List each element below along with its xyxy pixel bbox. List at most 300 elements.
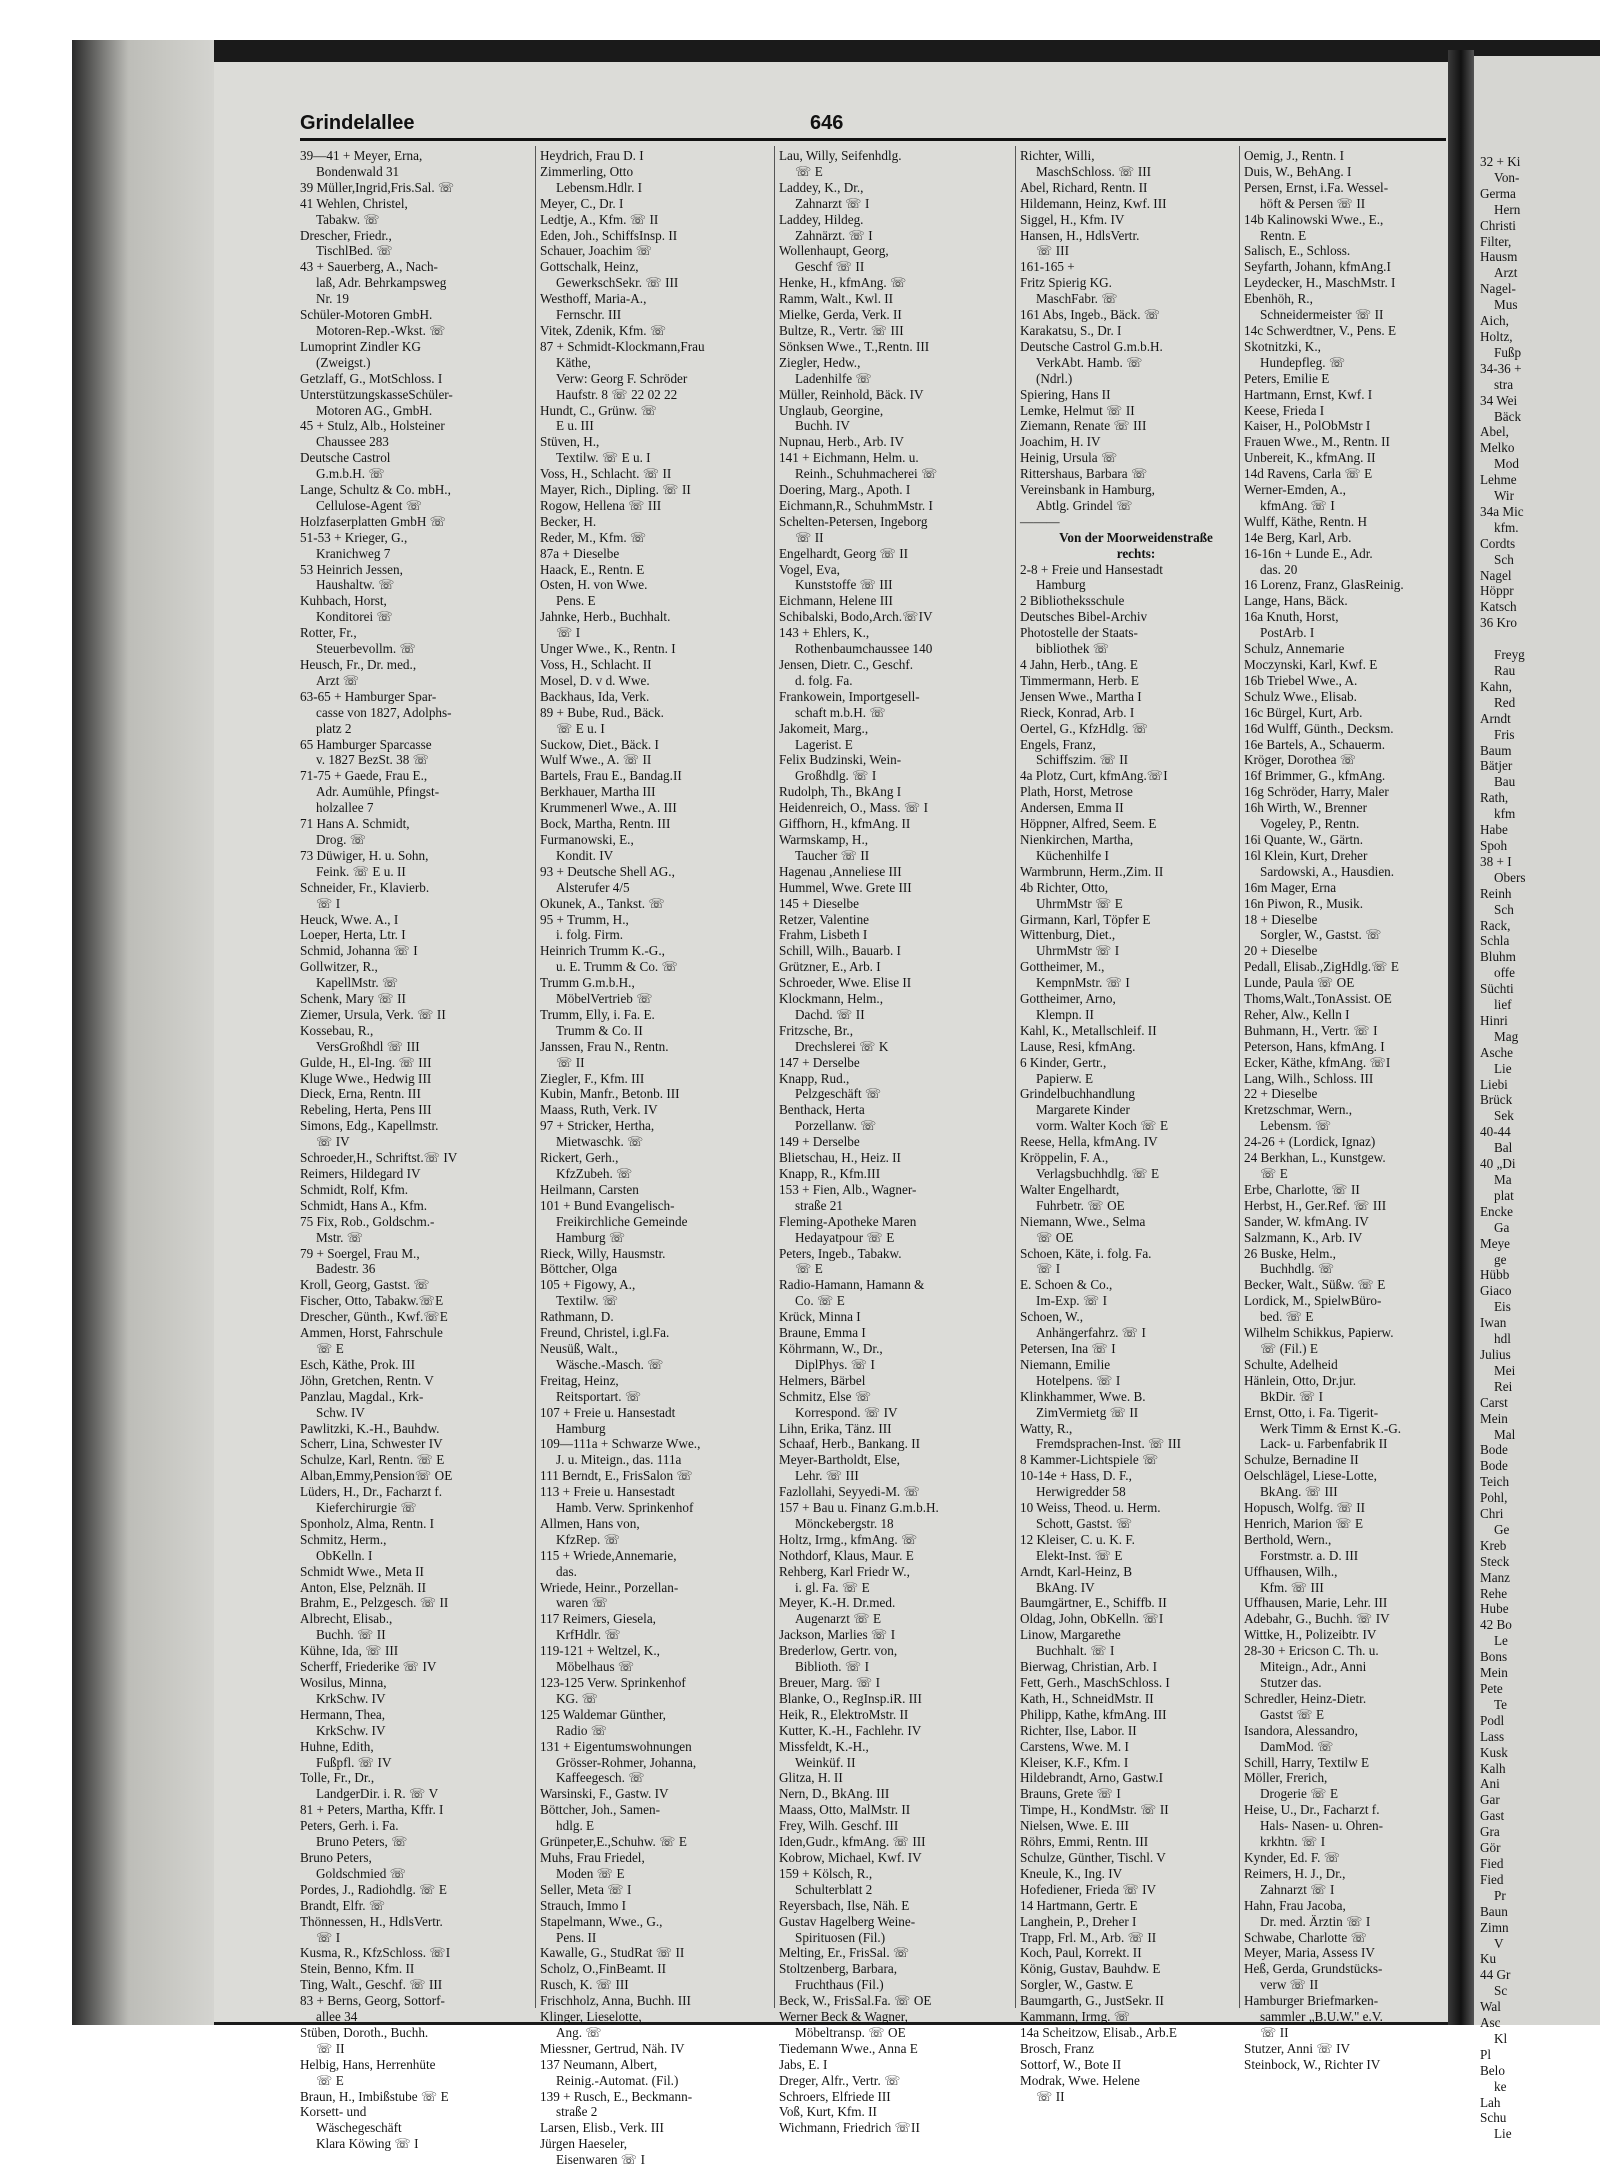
- directory-entry-line: KfzZubeh. ☏: [556, 1166, 633, 1181]
- directory-entry-line: Bock, Martha, Rentn. III: [540, 816, 671, 832]
- directory-entry-line: Textilw. ☏: [556, 1293, 619, 1309]
- directory-entry-line: LandgerDir. i. R. ☏ V: [316, 1786, 439, 1802]
- directory-entry-line: 79 + Soergel, Frau M.,: [300, 1245, 420, 1261]
- directory-entry-line: Deutsche Castrol G.m.b.H.: [1020, 338, 1163, 354]
- directory-entry-line: ☏ E: [795, 1261, 823, 1277]
- directory-entry-line: Kleiser, K.F., Kfm. I: [1020, 1754, 1129, 1770]
- directory-entry-line: Linow, Margarethe: [1020, 1627, 1121, 1643]
- directory-entry-line: 10 Weiss, Theod. u. Herm.: [1020, 1500, 1161, 1516]
- directory-entry-line: Blietschau, H., Heiz. II: [779, 1150, 901, 1166]
- directory-entry-line: Brederlow, Gertr. von,: [779, 1643, 898, 1659]
- next-page-line: Rehe: [1480, 1585, 1508, 1601]
- directory-entry-line: Osten, H. von Wwe.: [540, 577, 648, 593]
- directory-entry-line: Fischer, Otto, Tabakw.☏E: [300, 1293, 444, 1309]
- directory-entry-line: Erbe, Charlotte, ☏ II: [1244, 1181, 1360, 1197]
- next-page-line: Mein: [1480, 1665, 1508, 1681]
- directory-entry-line: Anton, Else, Pelznäh. II: [300, 1579, 426, 1595]
- next-page-line: 38 + I: [1480, 853, 1512, 869]
- directory-entry-line: Iden,Gudr., kfmAng. ☏ III: [779, 1834, 926, 1850]
- directory-entry-line: ☏ OE: [1036, 1229, 1074, 1245]
- directory-entry-line: Melting, Er., FrisSal. ☏: [779, 1945, 910, 1961]
- directory-entry-line: ☏ II: [1260, 2024, 1289, 2040]
- directory-entry-line: Wulff, Käthe, Rentn. H: [1244, 513, 1368, 529]
- directory-entry-line: Lemke, Helmut ☏ II: [1020, 402, 1135, 418]
- next-page-line: 34 Wei: [1480, 392, 1518, 408]
- directory-entry-line: Schroers, Elfriede III: [779, 2088, 891, 2104]
- directory-entry-line: Doering, Marg., Apoth. I: [779, 482, 911, 498]
- directory-entry-line: 2 Bibliotheksschule: [1020, 593, 1125, 609]
- directory-entry-line: KfzRep. ☏: [556, 1531, 621, 1547]
- directory-entry-line: Fritz Spierig KG.: [1020, 275, 1112, 291]
- next-page-line: Abel,: [1480, 424, 1509, 440]
- directory-entry-line: Sander, W. kfmAng. IV: [1244, 1213, 1369, 1229]
- directory-entry-line: 16c Bürgel, Kurt, Arb.: [1244, 704, 1363, 720]
- directory-entry-line: Drogerie ☏ E: [1260, 1786, 1339, 1802]
- directory-entry-line: Brosch, Franz: [1020, 2040, 1094, 2056]
- directory-entry-line: Hamburg: [556, 1420, 606, 1436]
- next-page-line: Sch: [1494, 901, 1514, 917]
- directory-entry-line: Huhne, Edith,: [300, 1738, 374, 1754]
- directory-entry-line: Kubin, Manfr., Betonb. III: [540, 1086, 680, 1102]
- next-page-line: 40-44: [1480, 1124, 1511, 1140]
- next-page-line: Zimn: [1480, 1919, 1509, 1935]
- directory-entry-line: d. folg. Fa.: [795, 672, 853, 688]
- directory-entry-line: DamMod. ☏: [1260, 1738, 1334, 1754]
- next-page-line: Bau: [1494, 774, 1516, 790]
- directory-entry-line: Jabs, E. I: [779, 2056, 828, 2072]
- next-page-line: Lie: [1494, 2126, 1512, 2142]
- directory-entry-line: 105 + Figowy, A.,: [540, 1277, 636, 1293]
- directory-entry-line: Jackson, Marlies ☏ I: [779, 1627, 896, 1643]
- directory-entry-line: Retzer, Valentine: [779, 911, 870, 927]
- next-page-line: Carst: [1480, 1394, 1508, 1410]
- directory-entry-line: Haack, E., Rentn. E: [540, 561, 645, 577]
- directory-entry-line: hdlg. E: [556, 1818, 595, 1834]
- next-page-line: Teich: [1480, 1474, 1510, 1490]
- directory-entry-line: Rathmann, D.: [540, 1309, 614, 1325]
- directory-entry-line: Berthold, Wern.,: [1244, 1531, 1332, 1547]
- directory-entry-line: 16h Wirth, W., Brenner: [1244, 800, 1368, 816]
- next-page-line: kfm: [1494, 806, 1516, 822]
- directory-entry-line: 24-26 + (Lordick, Ignaz): [1244, 1134, 1376, 1150]
- directory-entry-line: Werner Beck & Wagner,: [779, 2009, 908, 2025]
- directory-entry-line: Kretzschmar, Wern.,: [1244, 1102, 1353, 1118]
- directory-entry-line: Becker, H.: [540, 513, 597, 529]
- directory-entry-line: Motoren-Rep.-Wkst. ☏: [316, 322, 446, 338]
- directory-entry-line: Taucher ☏ II: [795, 847, 870, 863]
- directory-entry-line: Lagerist. E: [795, 736, 853, 752]
- next-page-line: Obers: [1494, 869, 1526, 885]
- directory-entry-line: Oelschlägel, Liese-Lotte,: [1244, 1468, 1377, 1484]
- directory-entry-line: Vitek, Zdenik, Kfm. ☏: [540, 322, 667, 338]
- directory-entry-line: Bartels, Frau E., Bandag.II: [540, 768, 682, 784]
- next-page-line: 32 + Ki: [1480, 154, 1521, 169]
- directory-entry-line: Fritzsche, Br.,: [779, 1022, 853, 1038]
- directory-entry-line: Mönckebergstr. 18: [795, 1515, 894, 1531]
- directory-entry-line: Hahn, Frau Jacoba,: [1244, 1897, 1346, 1913]
- directory-entry-line: Kynder, Ed. F. ☏: [1244, 1849, 1341, 1865]
- directory-entry-line: Konditorei ☏: [316, 609, 393, 625]
- directory-entry-line: Sorgler, W., Gastw. E: [1020, 1977, 1134, 1993]
- directory-entry-line: Stutzer, Anni ☏ IV: [1244, 2040, 1351, 2056]
- directory-entry-line: 81 + Peters, Martha, Kffr. I: [300, 1802, 444, 1818]
- directory-entry-line: Andersen, Emma II: [1020, 800, 1124, 816]
- directory-entry-line: 111 Berndt, E., FrisSalon ☏: [540, 1468, 693, 1484]
- directory-entry-line: Jakomeit, Marg.,: [779, 720, 869, 736]
- directory-entry-line: Joachim, H. IV: [1020, 434, 1101, 450]
- directory-entry-line: Wichmann, Friedrich ☏II: [779, 2120, 920, 2136]
- directory-entry-line: 95 + Trumm, H.,: [540, 911, 629, 927]
- directory-entry-line: Freitag, Heinz,: [540, 1372, 619, 1388]
- next-page-line: Kl: [1494, 2030, 1508, 2046]
- directory-entry-line: Klinger, Lieselotte,: [540, 2009, 642, 2025]
- directory-entry-line: Schmitz, Else ☏: [779, 1388, 872, 1404]
- next-page-line: Reinh: [1480, 885, 1512, 901]
- directory-entry-line: Girmann, Karl, Töpfer E: [1020, 911, 1151, 927]
- directory-entry-line: Wilhelm Schikkus, Papierw.: [1244, 1325, 1394, 1341]
- directory-entry-line: Helmers, Bärbel: [779, 1372, 866, 1388]
- directory-entry-line: Trumm, Elly, i. Fa. E.: [540, 1006, 655, 1022]
- directory-entry-line: 2-8 + Freie und Hansestadt: [1020, 561, 1163, 577]
- directory-entry-line: Heusch, Fr., Dr. med.,: [300, 657, 417, 672]
- directory-entry-line: Steuerbevollm. ☏: [316, 641, 416, 657]
- directory-entry-line: Dr. med. Ärztin ☏ I: [1260, 1913, 1371, 1929]
- next-page-line: Filter,: [1480, 233, 1512, 249]
- directory-entry-line: 161 Abs, Ingeb., Bäck. ☏: [1020, 307, 1161, 323]
- directory-entry-line: 22 + Dieselbe: [1244, 1086, 1318, 1102]
- next-page-line: Iwan: [1480, 1315, 1507, 1331]
- directory-entry-line: Kroll, Georg, Gastst. ☏: [300, 1277, 430, 1293]
- directory-entry-line: Jensen Wwe., Martha I: [1020, 688, 1142, 704]
- next-page-line: Arndt: [1480, 710, 1511, 726]
- directory-entry-line: Frey, Wilh. Geschf. III: [779, 1818, 899, 1834]
- directory-entry-line: Heinig, Ursula ☏: [1020, 450, 1118, 466]
- directory-entry-line: Co. ☏ E: [795, 1293, 845, 1309]
- directory-entry-line: ☏ II: [556, 1054, 585, 1070]
- directory-entry-line: Meyer, Maria, Assess IV: [1244, 1945, 1375, 1961]
- directory-entry-line: Nupnau, Herb., Arb. IV: [779, 434, 904, 450]
- directory-entry-line: Motoren AG., GmbH.: [316, 402, 433, 418]
- next-page-line: Asc: [1480, 2015, 1501, 2031]
- directory-entry-line: Textilw. ☏ E u. I: [556, 450, 651, 466]
- directory-entry-line: ☏ (Fil.) E: [1260, 1340, 1318, 1356]
- directory-entry-line: Karakatsu, S., Dr. I: [1020, 322, 1122, 338]
- next-page-line: Te: [1494, 1696, 1507, 1712]
- directory-entry-line: MaschFabr. ☏: [1036, 291, 1118, 307]
- next-page-line: Lie: [1494, 1060, 1512, 1076]
- next-page-line: Ku: [1480, 1951, 1497, 1967]
- directory-entry-line: Hopusch, Wolfg. ☏ II: [1244, 1500, 1366, 1516]
- directory-entry-line: Alsterufer 4/5: [556, 879, 630, 895]
- directory-entry-line: MaschSchloss. ☏ III: [1036, 163, 1152, 179]
- directory-entry-line: Gollwitzer, R.,: [300, 959, 378, 975]
- directory-entry-line: Stüven, H.,: [540, 434, 600, 450]
- directory-entry-line: Schmidt, Hans A., Kfm.: [300, 1197, 428, 1213]
- directory-entry-line: Werk Timm & Ernst K.-G.: [1260, 1420, 1402, 1436]
- directory-entry-line: G.m.b.H. ☏: [316, 466, 385, 482]
- next-page-line: Mal: [1494, 1426, 1516, 1442]
- street-header: Grindelallee: [300, 112, 415, 134]
- directory-entry-line: König, Gustav, Bauhdw. E: [1020, 1961, 1161, 1977]
- directory-entry-line: Grindelbuchhandlung: [1020, 1086, 1135, 1102]
- next-page-line: Katsch: [1480, 599, 1517, 615]
- directory-entry-line: u. E. Trumm & Co. ☏: [556, 959, 679, 975]
- directory-entry-line: 97 + Stricker, Hertha,: [540, 1118, 655, 1134]
- directory-entry-line: 26 Buske, Helm.,: [1244, 1245, 1336, 1261]
- directory-entry-line: Freund, Christel, i.gl.Fa.: [540, 1325, 670, 1341]
- directory-entry-line: Böttcher, Olga: [540, 1261, 618, 1277]
- directory-entry-line: Schulze, Günther, Tischl. V: [1020, 1849, 1166, 1865]
- directory-entry-line: Ang. ☏: [556, 2024, 602, 2040]
- directory-entry-line: Meyer, C., Dr. I: [540, 195, 624, 211]
- directory-column-3: [779, 148, 1011, 2136]
- directory-entry-line: Reimers, H. J., Dr.,: [1244, 1865, 1346, 1881]
- directory-entry-line: Radio-Hamann, Hamann &: [779, 1277, 925, 1293]
- directory-entry-line: ObKelln. I: [316, 1547, 373, 1563]
- directory-entry-line: Hofediener, Frieda ☏ IV: [1020, 1881, 1157, 1897]
- directory-entry-line: Schulz Wwe., Elisab.: [1244, 688, 1357, 704]
- directory-entry-line: E u. III: [556, 418, 594, 434]
- directory-entry-line: Heilmann, Carsten: [540, 1181, 639, 1197]
- next-page-line: Baun: [1480, 1903, 1508, 1919]
- directory-entry-line: Abel, Richard, Rentn. II: [1020, 179, 1148, 195]
- directory-entry-line: KapellMstr. ☏: [316, 975, 399, 991]
- directory-entry-line: Buchh. IV: [795, 418, 850, 434]
- directory-entry-line: Schill, Wilh., Bauarb. I: [779, 943, 901, 959]
- directory-entry-line: Kröppelin, F. A.,: [1020, 1150, 1109, 1166]
- directory-entry-line: 109—111a + Schwarze Wwe.,: [540, 1436, 701, 1452]
- directory-entry-line: 73 Düwiger, H. u. Sohn,: [300, 847, 429, 863]
- directory-entry-line: 16m Mager, Erna: [1244, 879, 1337, 895]
- next-page-line: Bäck: [1494, 408, 1522, 424]
- directory-entry-line: Meyer-Bartholdt, Else,: [779, 1452, 900, 1468]
- directory-entry-line: 63-65 + Hamburger Spar-: [300, 688, 437, 704]
- directory-entry-line: Gottheimer, M.,: [1020, 959, 1105, 975]
- directory-entry-line: Gulde, H., El-Ing. ☏ III: [300, 1054, 432, 1070]
- directory-entry-line: Heinrich Trumm K.-G.,: [540, 943, 665, 959]
- directory-entry-line: rechts:: [1116, 545, 1156, 561]
- next-page-line: Gar: [1480, 1792, 1500, 1808]
- directory-entry-line: Rothenbaumchaussee 140: [795, 641, 933, 657]
- directory-entry-line: ☏ E: [316, 2072, 344, 2088]
- directory-entry-line: Grünpeter,E.,Schuhw. ☏ E: [540, 1834, 687, 1850]
- next-page-line: Bode: [1480, 1442, 1508, 1458]
- directory-entry-line: Lau, Willy, Seifenhdlg.: [779, 148, 902, 163]
- directory-entry-line: Tabakw. ☏: [316, 211, 380, 227]
- directory-entry-line: Kunststoffe ☏ III: [795, 577, 893, 593]
- directory-entry-line: Porzellanw. ☏: [795, 1118, 877, 1134]
- directory-entry-line: Schneidermeister ☏ II: [1260, 307, 1384, 323]
- directory-entry-line: Heik, R., ElektroMstr. II: [779, 1706, 909, 1722]
- next-page-line: Rack,: [1480, 917, 1511, 933]
- directory-entry-line: Eichmann, Helene III: [779, 593, 893, 609]
- directory-entry-line: Verw: Georg F. Schröder: [556, 370, 688, 386]
- directory-entry-line: Neusüß, Walt.,: [540, 1340, 618, 1356]
- directory-entry-line: 14c Schwerdtner, V., Pens. E: [1244, 322, 1397, 338]
- directory-entry-line: Vogel, Eva,: [779, 561, 840, 577]
- directory-entry-line: Felix Budzinski, Wein-: [779, 752, 902, 768]
- directory-entry-line: Rieck, Konrad, Arb. I: [1020, 704, 1135, 720]
- directory-column-2: [540, 148, 772, 2168]
- directory-entry-line: Ladenhilfe ☏: [795, 370, 872, 386]
- directory-entry-line: Kahl, K., Metallschleif. II: [1020, 1022, 1157, 1038]
- next-page-line: Spoh: [1480, 837, 1508, 853]
- directory-entry-line: 93 + Deutsche Shell AG.,: [540, 863, 675, 879]
- directory-entry-line: Schulze, Karl, Rentn. ☏ E: [300, 1452, 445, 1468]
- directory-entry-line: Schredler, Heinz-Dietr.: [1244, 1690, 1367, 1706]
- next-page-line: Melko: [1480, 440, 1515, 456]
- directory-entry-line: Unbereit, K., kfmAng. II: [1244, 450, 1376, 466]
- directory-entry-line: laß, Adr. Behrkampsweg: [316, 275, 447, 291]
- directory-entry-line: Langhein, P., Dreher I: [1020, 1913, 1137, 1929]
- directory-entry-line: Rieck, Willy, Hausmstr.: [540, 1245, 666, 1261]
- directory-entry-line: Von der Moorweidenstraße: [1059, 529, 1213, 545]
- directory-entry-line: Kühne, Ida, ☏ III: [300, 1643, 399, 1659]
- directory-entry-line: ☏ E: [795, 163, 823, 179]
- directory-entry-line: Glitza, H. II: [779, 1770, 843, 1786]
- directory-entry-line: Timpe, H., KondMstr. ☏ II: [1020, 1802, 1169, 1818]
- directory-entry-line: Margarete Kinder: [1036, 1102, 1130, 1118]
- directory-entry-line: Wäschegeschäft: [316, 2120, 402, 2136]
- page-number: 646: [810, 112, 844, 134]
- directory-entry-line: Braune, Emma I: [779, 1325, 866, 1341]
- directory-entry-line: ☏ I: [316, 1929, 341, 1945]
- directory-page: [214, 62, 1454, 2168]
- directory-entry-line: Lehr. ☏ III: [795, 1468, 859, 1484]
- directory-entry-line: sammler „B.U.W." e.V.: [1260, 2009, 1383, 2025]
- directory-entry-line: Zahnarzt ☏ I: [1260, 1881, 1335, 1897]
- directory-entry-line: 16g Schröder, Harry, Maler: [1244, 784, 1389, 800]
- directory-entry-line: Sottorf, W., Bote II: [1020, 2056, 1122, 2072]
- directory-entry-line: 113 + Freie u. Hansestadt: [540, 1484, 675, 1500]
- directory-entry-line: Bultze, R., Vertr. ☏ III: [779, 322, 904, 338]
- directory-entry-line: 8 Kammer-Lichtspiele ☏: [1020, 1452, 1159, 1468]
- next-page-line: Belo: [1480, 2062, 1505, 2078]
- directory-entry-line: Schwabe, Charlotte ☏: [1244, 1929, 1368, 1945]
- directory-entry-line: vorm. Walter Koch ☏ E: [1036, 1118, 1169, 1134]
- next-page-line: 40 „Di: [1480, 1156, 1516, 1172]
- next-page-line: Giaco: [1480, 1283, 1512, 1299]
- directory-entry-line: 65 Hamburger Sparcasse: [300, 736, 432, 752]
- directory-column-4: [1020, 148, 1252, 2104]
- directory-entry-line: i. folg. Firm.: [556, 927, 624, 943]
- directory-entry-line: 20 + Dieselbe: [1244, 943, 1318, 959]
- directory-entry-line: Pens. E: [556, 593, 596, 609]
- directory-entry-line: Beck, W., FrisSal.Fa. ☏ OE: [779, 1993, 932, 2009]
- directory-entry-line: Elekt-Inst. ☏ E: [1036, 1547, 1123, 1563]
- directory-entry-line: Loeper, Herta, Ltr. I: [300, 927, 406, 943]
- directory-entry-line: Uffhausen, Wilh.,: [1244, 1563, 1338, 1579]
- directory-entry-line: Dreger, Alfr., Vertr. ☏: [779, 2072, 901, 2088]
- directory-entry-line: Gottheimer, Arno,: [1020, 991, 1116, 1007]
- directory-entry-line: 71 Hans A. Schmidt,: [300, 816, 410, 832]
- directory-entry-line: Korsett- und: [300, 2104, 367, 2120]
- directory-entry-line: Jahnke, Herb., Buchhalt.: [540, 609, 671, 625]
- directory-entry-line: Warsinski, F., Gastw. IV: [540, 1786, 669, 1802]
- next-page-line: Schla: [1480, 933, 1510, 949]
- directory-entry-line: Duis, W., BehAng. I: [1244, 163, 1352, 179]
- directory-entry-line: 39 Müller,Ingrid,Fris.Sal. ☏: [300, 179, 455, 195]
- directory-entry-line: Wosilus, Minna,: [300, 1675, 387, 1690]
- directory-entry-line: Stapelmann, Wwe., G.,: [540, 1913, 663, 1929]
- next-page-line: Nagel-: [1480, 281, 1516, 297]
- directory-entry-line: Seyfarth, Johann, kfmAng.I: [1244, 259, 1391, 275]
- directory-entry-line: platz 2: [316, 720, 352, 736]
- directory-entry-line: Wulf Wwe., A. ☏ II: [540, 752, 652, 768]
- directory-entry-line: Benthack, Herta: [779, 1102, 865, 1118]
- directory-entry-line: ☏ I: [316, 895, 341, 911]
- directory-entry-line: Nern, D., BkAng. III: [779, 1786, 890, 1802]
- directory-entry-line: PostArb. I: [1260, 625, 1315, 641]
- directory-entry-line: Helbig, Hans, Herrenhüte: [300, 2056, 436, 2072]
- next-page-line: Bal: [1494, 1140, 1513, 1156]
- next-page-line: Ge: [1494, 1521, 1510, 1537]
- directory-entry-line: Buchhalt. ☏ I: [1036, 1643, 1115, 1659]
- directory-entry-line: 145 + Dieselbe: [779, 895, 859, 911]
- next-page-line: Wir: [1494, 488, 1514, 504]
- next-page-line: Hausm: [1480, 249, 1518, 265]
- next-page-line: lief: [1494, 997, 1512, 1013]
- next-page-line: Lah: [1480, 2094, 1501, 2110]
- directory-entry-line: 123-125 Verw. Sprinkenhof: [540, 1675, 686, 1690]
- next-page-line: ke: [1494, 2078, 1507, 2094]
- directory-entry-line: Schulte, Adelheid: [1244, 1356, 1338, 1372]
- directory-entry-line: Unger Wwe., K., Rentn. I: [540, 641, 676, 657]
- next-page-line: 42 Bo: [1480, 1617, 1512, 1633]
- directory-entry-line: Breuer, Marg. ☏ I: [779, 1675, 881, 1690]
- directory-entry-line: Hildemann, Heinz, Kwf. III: [1020, 195, 1167, 211]
- directory-entry-line: Henrich, Marion ☏ E: [1244, 1515, 1364, 1531]
- directory-entry-line: Klara Köwing ☏ I: [316, 2136, 419, 2152]
- next-page-line: Bluhm: [1480, 949, 1516, 965]
- directory-entry-line: 4 Jahn, Herb., tAng. E: [1020, 657, 1138, 672]
- directory-entry-line: straße 21: [795, 1197, 843, 1213]
- directory-entry-line: KG. ☏: [556, 1690, 599, 1706]
- directory-entry-line: 75 Fix, Rob., Goldschm.-: [300, 1213, 435, 1229]
- directory-entry-line: 6 Kinder, Gertr.,: [1020, 1054, 1107, 1070]
- directory-entry-line: BkDir. ☏ I: [1260, 1388, 1324, 1404]
- directory-entry-line: Fruchthaus (Fil.): [795, 1977, 884, 1993]
- directory-entry-line: Oemig, J., Rentn. I: [1244, 148, 1344, 163]
- directory-entry-line: Brandt, Elfr. ☏: [300, 1897, 386, 1913]
- directory-entry-line: Simons, Edg., Kapellmstr.: [300, 1118, 439, 1134]
- directory-entry-line: schaft m.b.H. ☏: [795, 704, 886, 720]
- directory-entry-line: Rusch, K. ☏ III: [540, 1977, 629, 1993]
- directory-entry-line: Rittershaus, Barbara ☏: [1020, 466, 1148, 482]
- directory-entry-line: Buchhdlg. ☏: [1260, 1261, 1335, 1277]
- next-page-line: Kreb: [1480, 1537, 1507, 1553]
- next-page-line: Fied: [1480, 1871, 1504, 1887]
- directory-entry-line: ☏ II: [795, 529, 824, 545]
- directory-entry-line: Engels, Franz,: [1020, 736, 1096, 752]
- next-page-line: Hinri: [1480, 1012, 1508, 1028]
- directory-entry-line: ☏ II: [1036, 2088, 1065, 2104]
- directory-entry-line: Lack- u. Farbenfabrik II: [1260, 1436, 1388, 1452]
- directory-entry-line: VersGroßhdl ☏ III: [316, 1038, 420, 1054]
- next-page-line: Nagel: [1480, 567, 1512, 583]
- directory-entry-line: Laddey, K., Dr.,: [779, 179, 864, 195]
- next-page-line: Kahn,: [1480, 678, 1512, 694]
- directory-entry-line: Oldag, John, ObKelln. ☏I: [1020, 1611, 1164, 1627]
- directory-entry-line: Tolle, Fr., Dr.,: [300, 1770, 375, 1786]
- directory-entry-line: Getzlaff, G., MotSchloss. I: [300, 370, 443, 386]
- directory-entry-line: Schmidt Wwe., Meta II: [300, 1563, 424, 1579]
- next-page-line: Höppr: [1480, 583, 1514, 599]
- directory-entry-line: 12 Kleiser, C. u. K. F.: [1020, 1531, 1135, 1547]
- directory-entry-line: Hamburg ☏: [556, 1229, 626, 1245]
- next-page-line: Aich,: [1480, 313, 1509, 329]
- directory-entry-line: 139 + Rusch, E., Beckmann-: [540, 2088, 693, 2104]
